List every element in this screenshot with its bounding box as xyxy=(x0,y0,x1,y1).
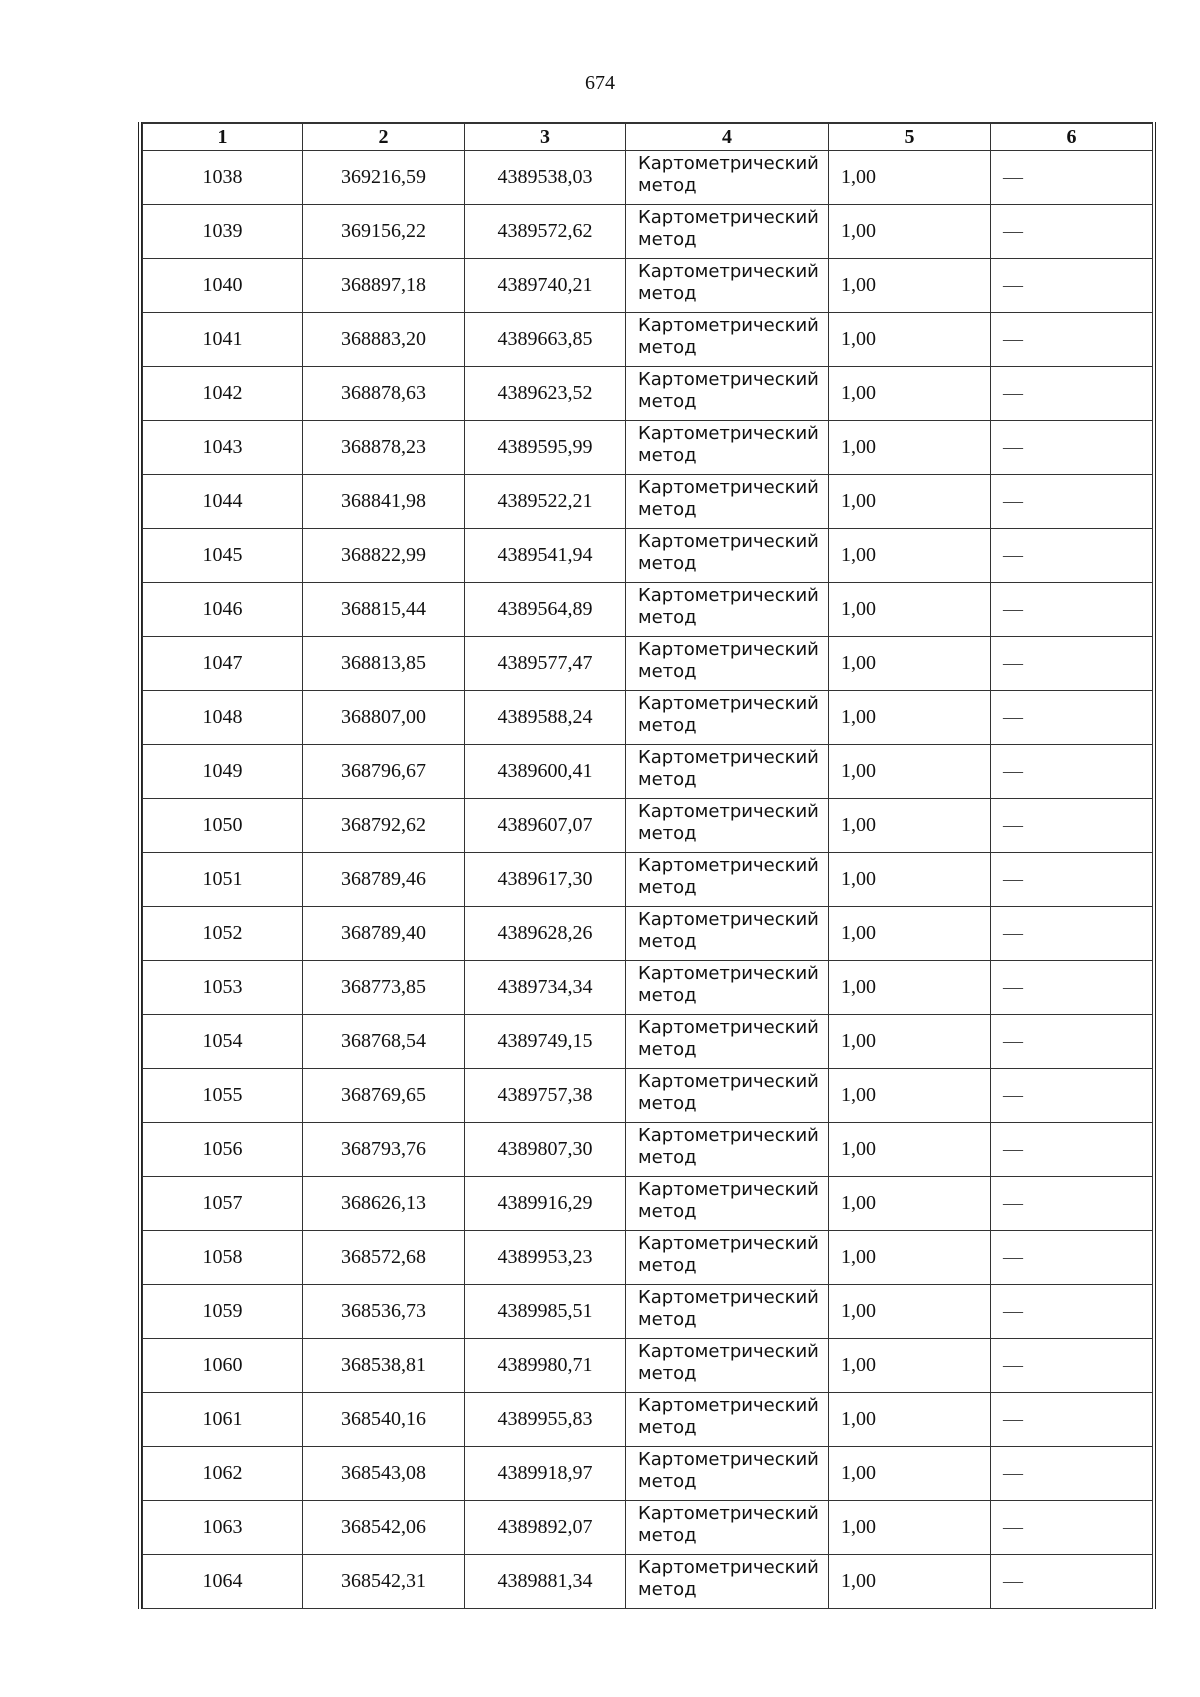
method-line-1: Картометрический xyxy=(638,855,819,876)
method-line-1: Картометрический xyxy=(638,585,819,606)
point-number-cell: 1062 xyxy=(143,1447,303,1501)
table-row xyxy=(143,637,1153,691)
method-line-2: метод xyxy=(638,1093,697,1114)
method-line-1: Картометрический xyxy=(638,1287,819,1308)
point-number-cell: 1058 xyxy=(143,1231,303,1285)
method-line-1: Картометрический xyxy=(638,207,819,228)
point-number-cell: 1053 xyxy=(143,961,303,1015)
note-cell: — xyxy=(991,799,1153,853)
method-line-1: Картометрический xyxy=(638,1017,819,1038)
method-cell xyxy=(626,1393,829,1447)
point-number-cell: 1046 xyxy=(143,583,303,637)
column-header-2: 2 xyxy=(303,123,465,151)
method-line-1: Картометрический xyxy=(638,1449,819,1470)
x-coordinate-cell: 369216,59 xyxy=(303,151,465,205)
x-coordinate-cell: 369156,22 xyxy=(303,205,465,259)
table-row xyxy=(143,961,1153,1015)
accuracy-cell: 1,00 xyxy=(829,961,991,1015)
x-coordinate-cell: 368796,67 xyxy=(303,745,465,799)
coordinates-table xyxy=(142,122,1153,1609)
method-line-1: Картометрический xyxy=(638,1233,819,1254)
accuracy-cell: 1,00 xyxy=(829,1447,991,1501)
method-line-2: метод xyxy=(638,985,697,1006)
x-coordinate-cell: 368769,65 xyxy=(303,1069,465,1123)
header-row xyxy=(143,123,1153,151)
method-line-2: метод xyxy=(638,1417,697,1438)
method-line-1: Картометрический xyxy=(638,1341,819,1362)
column-header-6: 6 xyxy=(991,123,1153,151)
method-cell xyxy=(626,529,829,583)
y-coordinate-cell: 4389892,07 xyxy=(465,1501,626,1555)
point-number-cell: 1056 xyxy=(143,1123,303,1177)
x-coordinate-cell: 368878,23 xyxy=(303,421,465,475)
accuracy-cell: 1,00 xyxy=(829,1285,991,1339)
accuracy-cell: 1,00 xyxy=(829,1015,991,1069)
x-coordinate-cell: 368807,00 xyxy=(303,691,465,745)
x-coordinate-cell: 368792,62 xyxy=(303,799,465,853)
method-cell xyxy=(626,637,829,691)
y-coordinate-cell: 4389522,21 xyxy=(465,475,626,529)
method-cell xyxy=(626,961,829,1015)
y-coordinate-cell: 4389953,23 xyxy=(465,1231,626,1285)
method-line-2: метод xyxy=(638,1363,697,1384)
table-row xyxy=(143,1447,1153,1501)
accuracy-cell: 1,00 xyxy=(829,1339,991,1393)
table-row xyxy=(143,583,1153,637)
coordinates-table-wrapper xyxy=(138,122,1156,1609)
note-cell: — xyxy=(991,367,1153,421)
method-cell xyxy=(626,259,829,313)
x-coordinate-cell: 368543,08 xyxy=(303,1447,465,1501)
method-line-2: метод xyxy=(638,1471,697,1492)
y-coordinate-cell: 4389600,41 xyxy=(465,745,626,799)
table-row xyxy=(143,1015,1153,1069)
point-number-cell: 1041 xyxy=(143,313,303,367)
accuracy-cell: 1,00 xyxy=(829,853,991,907)
method-cell xyxy=(626,1447,829,1501)
y-coordinate-cell: 4389749,15 xyxy=(465,1015,626,1069)
method-line-2: метод xyxy=(638,553,697,574)
method-line-2: метод xyxy=(638,229,697,250)
accuracy-cell: 1,00 xyxy=(829,1177,991,1231)
y-coordinate-cell: 4389628,26 xyxy=(465,907,626,961)
method-line-1: Картометрический xyxy=(638,693,819,714)
x-coordinate-cell: 368841,98 xyxy=(303,475,465,529)
accuracy-cell: 1,00 xyxy=(829,313,991,367)
method-line-2: метод xyxy=(638,661,697,682)
accuracy-cell: 1,00 xyxy=(829,691,991,745)
y-coordinate-cell: 4389564,89 xyxy=(465,583,626,637)
table-row xyxy=(143,1393,1153,1447)
note-cell: — xyxy=(991,961,1153,1015)
point-number-cell: 1061 xyxy=(143,1393,303,1447)
note-cell: — xyxy=(991,205,1153,259)
method-line-2: метод xyxy=(638,931,697,952)
x-coordinate-cell: 368815,44 xyxy=(303,583,465,637)
method-cell xyxy=(626,907,829,961)
method-line-1: Картометрический xyxy=(638,801,819,822)
method-line-1: Картометрический xyxy=(638,261,819,282)
note-cell: — xyxy=(991,583,1153,637)
method-cell xyxy=(626,475,829,529)
table-row xyxy=(143,205,1153,259)
column-header-5: 5 xyxy=(829,123,991,151)
y-coordinate-cell: 4389734,34 xyxy=(465,961,626,1015)
y-coordinate-cell: 4389538,03 xyxy=(465,151,626,205)
table-row xyxy=(143,1231,1153,1285)
table-row xyxy=(143,799,1153,853)
table-header xyxy=(143,123,1153,151)
y-coordinate-cell: 4389807,30 xyxy=(465,1123,626,1177)
note-cell: — xyxy=(991,1015,1153,1069)
method-cell xyxy=(626,853,829,907)
method-line-2: метод xyxy=(638,769,697,790)
x-coordinate-cell: 368878,63 xyxy=(303,367,465,421)
y-coordinate-cell: 4389955,83 xyxy=(465,1393,626,1447)
x-coordinate-cell: 368542,31 xyxy=(303,1555,465,1609)
y-coordinate-cell: 4389916,29 xyxy=(465,1177,626,1231)
method-line-2: метод xyxy=(638,607,697,628)
method-cell xyxy=(626,1285,829,1339)
x-coordinate-cell: 368773,85 xyxy=(303,961,465,1015)
x-coordinate-cell: 368897,18 xyxy=(303,259,465,313)
accuracy-cell: 1,00 xyxy=(829,1555,991,1609)
note-cell: — xyxy=(991,313,1153,367)
note-cell: — xyxy=(991,1501,1153,1555)
method-line-2: метод xyxy=(638,877,697,898)
note-cell: — xyxy=(991,1393,1153,1447)
method-cell xyxy=(626,367,829,421)
point-number-cell: 1048 xyxy=(143,691,303,745)
accuracy-cell: 1,00 xyxy=(829,1069,991,1123)
note-cell: — xyxy=(991,745,1153,799)
accuracy-cell: 1,00 xyxy=(829,475,991,529)
note-cell: — xyxy=(991,151,1153,205)
y-coordinate-cell: 4389595,99 xyxy=(465,421,626,475)
note-cell: — xyxy=(991,1177,1153,1231)
accuracy-cell: 1,00 xyxy=(829,1123,991,1177)
method-line-1: Картометрический xyxy=(638,909,819,930)
method-line-1: Картометрический xyxy=(638,423,819,444)
point-number-cell: 1042 xyxy=(143,367,303,421)
accuracy-cell: 1,00 xyxy=(829,529,991,583)
y-coordinate-cell: 4389757,38 xyxy=(465,1069,626,1123)
method-line-1: Картометрический xyxy=(638,963,819,984)
table-row xyxy=(143,313,1153,367)
method-line-1: Картометрический xyxy=(638,1071,819,1092)
note-cell: — xyxy=(991,1447,1153,1501)
y-coordinate-cell: 4389918,97 xyxy=(465,1447,626,1501)
accuracy-cell: 1,00 xyxy=(829,1501,991,1555)
note-cell: — xyxy=(991,421,1153,475)
accuracy-cell: 1,00 xyxy=(829,799,991,853)
x-coordinate-cell: 368883,20 xyxy=(303,313,465,367)
note-cell: — xyxy=(991,475,1153,529)
table-row xyxy=(143,1069,1153,1123)
method-line-2: метод xyxy=(638,823,697,844)
point-number-cell: 1044 xyxy=(143,475,303,529)
note-cell: — xyxy=(991,1231,1153,1285)
method-line-2: метод xyxy=(638,445,697,466)
y-coordinate-cell: 4389881,34 xyxy=(465,1555,626,1609)
method-line-1: Картометрический xyxy=(638,477,819,498)
table-row xyxy=(143,1501,1153,1555)
point-number-cell: 1055 xyxy=(143,1069,303,1123)
method-line-2: метод xyxy=(638,1309,697,1330)
note-cell: — xyxy=(991,259,1153,313)
y-coordinate-cell: 4389623,52 xyxy=(465,367,626,421)
method-cell xyxy=(626,1501,829,1555)
y-coordinate-cell: 4389663,85 xyxy=(465,313,626,367)
y-coordinate-cell: 4389607,07 xyxy=(465,799,626,853)
table-row xyxy=(143,475,1153,529)
method-line-1: Картометрический xyxy=(638,1125,819,1146)
point-number-cell: 1047 xyxy=(143,637,303,691)
accuracy-cell: 1,00 xyxy=(829,583,991,637)
x-coordinate-cell: 368789,46 xyxy=(303,853,465,907)
table-row xyxy=(143,1285,1153,1339)
note-cell: — xyxy=(991,1069,1153,1123)
method-line-1: Картометрический xyxy=(638,153,819,174)
method-cell xyxy=(626,421,829,475)
method-cell xyxy=(626,1015,829,1069)
method-cell xyxy=(626,1069,829,1123)
page-number: 674 xyxy=(585,72,615,94)
method-cell xyxy=(626,313,829,367)
point-number-cell: 1039 xyxy=(143,205,303,259)
accuracy-cell: 1,00 xyxy=(829,367,991,421)
point-number-cell: 1060 xyxy=(143,1339,303,1393)
point-number-cell: 1049 xyxy=(143,745,303,799)
x-coordinate-cell: 368813,85 xyxy=(303,637,465,691)
column-header-1: 1 xyxy=(143,123,303,151)
point-number-cell: 1057 xyxy=(143,1177,303,1231)
point-number-cell: 1054 xyxy=(143,1015,303,1069)
x-coordinate-cell: 368822,99 xyxy=(303,529,465,583)
method-cell xyxy=(626,205,829,259)
x-coordinate-cell: 368789,40 xyxy=(303,907,465,961)
accuracy-cell: 1,00 xyxy=(829,151,991,205)
note-cell: — xyxy=(991,691,1153,745)
table-row xyxy=(143,1123,1153,1177)
accuracy-cell: 1,00 xyxy=(829,205,991,259)
column-header-3: 3 xyxy=(465,123,626,151)
y-coordinate-cell: 4389740,21 xyxy=(465,259,626,313)
table-row xyxy=(143,745,1153,799)
table-row xyxy=(143,1555,1153,1609)
y-coordinate-cell: 4389572,62 xyxy=(465,205,626,259)
method-line-2: метод xyxy=(638,1201,697,1222)
method-line-2: метод xyxy=(638,391,697,412)
method-cell xyxy=(626,151,829,205)
table-row xyxy=(143,691,1153,745)
method-cell xyxy=(626,1177,829,1231)
point-number-cell: 1063 xyxy=(143,1501,303,1555)
y-coordinate-cell: 4389577,47 xyxy=(465,637,626,691)
table-row xyxy=(143,853,1153,907)
table-row xyxy=(143,367,1153,421)
method-cell xyxy=(626,583,829,637)
note-cell: — xyxy=(991,1555,1153,1609)
method-line-2: метод xyxy=(638,499,697,520)
point-number-cell: 1052 xyxy=(143,907,303,961)
method-line-2: метод xyxy=(638,1579,697,1600)
method-line-1: Картометрический xyxy=(638,1179,819,1200)
x-coordinate-cell: 368768,54 xyxy=(303,1015,465,1069)
x-coordinate-cell: 368536,73 xyxy=(303,1285,465,1339)
method-line-2: метод xyxy=(638,1525,697,1546)
point-number-cell: 1051 xyxy=(143,853,303,907)
note-cell: — xyxy=(991,637,1153,691)
method-cell xyxy=(626,1555,829,1609)
accuracy-cell: 1,00 xyxy=(829,907,991,961)
x-coordinate-cell: 368538,81 xyxy=(303,1339,465,1393)
method-cell xyxy=(626,691,829,745)
point-number-cell: 1043 xyxy=(143,421,303,475)
y-coordinate-cell: 4389541,94 xyxy=(465,529,626,583)
table-body xyxy=(143,151,1153,1609)
method-line-2: метод xyxy=(638,1255,697,1276)
note-cell: — xyxy=(991,1339,1153,1393)
x-coordinate-cell: 368540,16 xyxy=(303,1393,465,1447)
method-line-1: Картометрический xyxy=(638,639,819,660)
method-line-1: Картометрический xyxy=(638,1557,819,1578)
table-row xyxy=(143,1177,1153,1231)
note-cell: — xyxy=(991,1123,1153,1177)
accuracy-cell: 1,00 xyxy=(829,1231,991,1285)
note-cell: — xyxy=(991,529,1153,583)
y-coordinate-cell: 4389588,24 xyxy=(465,691,626,745)
point-number-cell: 1040 xyxy=(143,259,303,313)
point-number-cell: 1045 xyxy=(143,529,303,583)
y-coordinate-cell: 4389980,71 xyxy=(465,1339,626,1393)
method-cell xyxy=(626,799,829,853)
method-cell xyxy=(626,1231,829,1285)
table-row xyxy=(143,259,1153,313)
point-number-cell: 1064 xyxy=(143,1555,303,1609)
x-coordinate-cell: 368626,13 xyxy=(303,1177,465,1231)
method-line-2: метод xyxy=(638,337,697,358)
note-cell: — xyxy=(991,853,1153,907)
x-coordinate-cell: 368542,06 xyxy=(303,1501,465,1555)
method-line-1: Картометрический xyxy=(638,531,819,552)
method-cell xyxy=(626,1123,829,1177)
method-line-2: метод xyxy=(638,175,697,196)
x-coordinate-cell: 368793,76 xyxy=(303,1123,465,1177)
method-line-1: Картометрический xyxy=(638,369,819,390)
note-cell: — xyxy=(991,1285,1153,1339)
accuracy-cell: 1,00 xyxy=(829,259,991,313)
point-number-cell: 1050 xyxy=(143,799,303,853)
accuracy-cell: 1,00 xyxy=(829,637,991,691)
column-header-4: 4 xyxy=(626,123,829,151)
method-cell xyxy=(626,1339,829,1393)
method-line-1: Картометрический xyxy=(638,315,819,336)
method-line-2: метод xyxy=(638,283,697,304)
method-line-2: метод xyxy=(638,715,697,736)
point-number-cell: 1059 xyxy=(143,1285,303,1339)
note-cell: — xyxy=(991,907,1153,961)
x-coordinate-cell: 368572,68 xyxy=(303,1231,465,1285)
table-row xyxy=(143,151,1153,205)
table-row xyxy=(143,529,1153,583)
method-line-2: метод xyxy=(638,1147,697,1168)
method-cell xyxy=(626,745,829,799)
table-row xyxy=(143,421,1153,475)
method-line-1: Картометрический xyxy=(638,747,819,768)
table-row xyxy=(143,1339,1153,1393)
table-row xyxy=(143,907,1153,961)
method-line-1: Картометрический xyxy=(638,1503,819,1524)
accuracy-cell: 1,00 xyxy=(829,421,991,475)
point-number-cell: 1038 xyxy=(143,151,303,205)
y-coordinate-cell: 4389985,51 xyxy=(465,1285,626,1339)
method-line-1: Картометрический xyxy=(638,1395,819,1416)
accuracy-cell: 1,00 xyxy=(829,745,991,799)
method-line-2: метод xyxy=(638,1039,697,1060)
y-coordinate-cell: 4389617,30 xyxy=(465,853,626,907)
accuracy-cell: 1,00 xyxy=(829,1393,991,1447)
